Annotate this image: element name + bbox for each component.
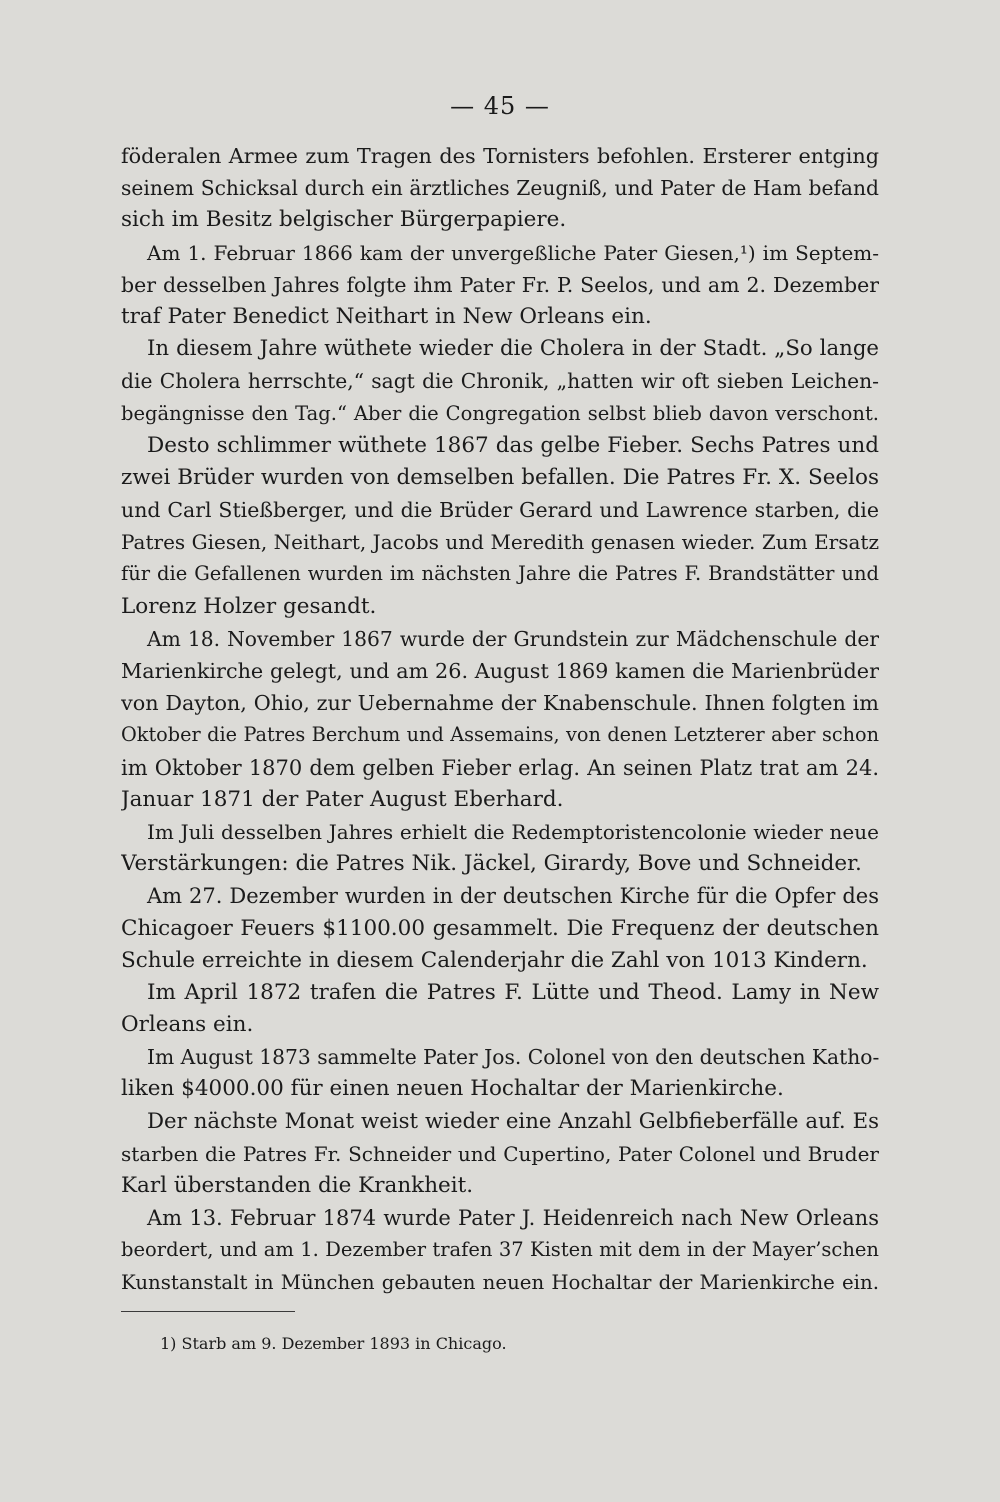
text-line: Oktober die Patres Berchum und Assemains, von denen Letzterer aber schon xyxy=(121,723,879,747)
text-line: und Carl Stießberger, und die Brüder Gerard und Lawrence starben, die xyxy=(121,498,879,523)
text-line: Schule erreichte in diesem Calenderjahr die Zahl von 1013 Kindern. xyxy=(121,947,868,973)
text-line: Orleans ein. xyxy=(121,1012,254,1038)
text-line: Kunstanstalt in München gebauten neuen Hochaltar der Marienkirche ein. xyxy=(121,1270,879,1294)
text-line: Im April 1872 trafen die Patres F. Lütte und Theod. Lamy in New xyxy=(147,979,879,1005)
text-line: traf Pater Benedict Neithart in New Orleans ein. xyxy=(121,303,652,329)
text-line: liken $4000.00 für einen neuen Hochaltar der Marienkirche. xyxy=(121,1076,784,1102)
text-line: begängnisse den Tag.“ Aber die Congregation selbst blieb davon verschont. xyxy=(121,401,879,425)
text-line: die Cholera herrschte,“ sagt die Chronik, „hatten wir oft sieben Leichen- xyxy=(121,369,879,394)
footnote-divider xyxy=(121,1311,295,1312)
text-line: seinem Schicksal durch ein ärztliches Zeugniß, und Pater de Ham befand xyxy=(121,176,879,201)
text-line: im Oktober 1870 dem gelben Fieber erlag. An seinen Platz trat am 24. xyxy=(121,755,879,780)
text-line: Lorenz Holzer gesandt. xyxy=(121,593,377,619)
page-number: — 45 — xyxy=(450,92,550,120)
text-line: Am 27. Dezember wurden in der deutschen Kirche für die Opfer des xyxy=(147,884,879,909)
text-line: Der nächste Monat weist wieder eine Anzahl Gelbfieberfälle auf. Es xyxy=(147,1108,879,1134)
text-line: Januar 1871 der Pater August Eberhard. xyxy=(121,786,564,812)
text-line: beordert, und am 1. Dezember trafen 37 Kisten mit dem in der Mayer’schen xyxy=(121,1238,879,1262)
text-line: Im August 1873 sammelte Pater Jos. Colonel von den deutschen Katho- xyxy=(147,1045,879,1070)
text-line: Verstärkungen: die Patres Nik. Jäckel, Girardy, Bove und Schneider. xyxy=(121,851,862,877)
text-line: Patres Giesen, Neithart, Jacobs und Meredith genasen wieder. Zum Ersatz xyxy=(121,530,879,555)
text-line: Am 1. Februar 1866 kam der unvergeßliche Pater Giesen,¹) im Septem- xyxy=(147,240,879,265)
text-line: sich im Besitz belgischer Bürgerpapiere. xyxy=(121,207,567,233)
text-line: Am 18. November 1867 wurde der Grundstein zur Mädchenschule der xyxy=(147,626,879,651)
text-line: Chicagoer Feuers $1100.00 gesammelt. Die Frequenz der deutschen xyxy=(121,915,879,941)
text-line: Marienkirche gelegt, und am 26. August 1869 kamen die Marienbrüder xyxy=(121,659,879,683)
body-text xyxy=(121,140,879,1299)
text-line: föderalen Armee zum Tragen des Tornisters befohlen. Ersterer entging xyxy=(121,144,879,168)
text-line: zwei Brüder wurden von demselben befallen. Die Patres Fr. X. Seelos xyxy=(121,464,879,490)
text-line: für die Gefallenen wurden im nächsten Jahre die Patres F. Brandstätter und xyxy=(121,562,879,586)
text-line: In diesem Jahre wüthete wieder die Cholera in der Stadt. „So lange xyxy=(147,336,879,362)
text-line: Karl überstanden die Krankheit. xyxy=(121,1173,474,1198)
text-line: von Dayton, Ohio, zur Uebernahme der Knabenschule. Ihnen folgten im xyxy=(121,691,879,716)
text-line: Am 13. Februar 1874 wurde Pater J. Heidenreich nach New Orleans xyxy=(147,1206,879,1231)
text-line: ber desselben Jahres folgte ihm Pater Fr. P. Seelos, und am 2. Dezember xyxy=(121,272,879,297)
text-line: starben die Patres Fr. Schneider und Cupertino, Pater Colonel und Bruder xyxy=(121,1141,879,1166)
footnote: 1) Starb am 9. Dezember 1893 in Chicago. xyxy=(160,1334,507,1353)
text-line: Im Juli desselben Jahres erhielt die Redemptoristencolonie wieder neue xyxy=(147,819,879,844)
text-line: Desto schlimmer wüthete 1867 das gelbe Fieber. Sechs Patres und xyxy=(147,432,879,458)
